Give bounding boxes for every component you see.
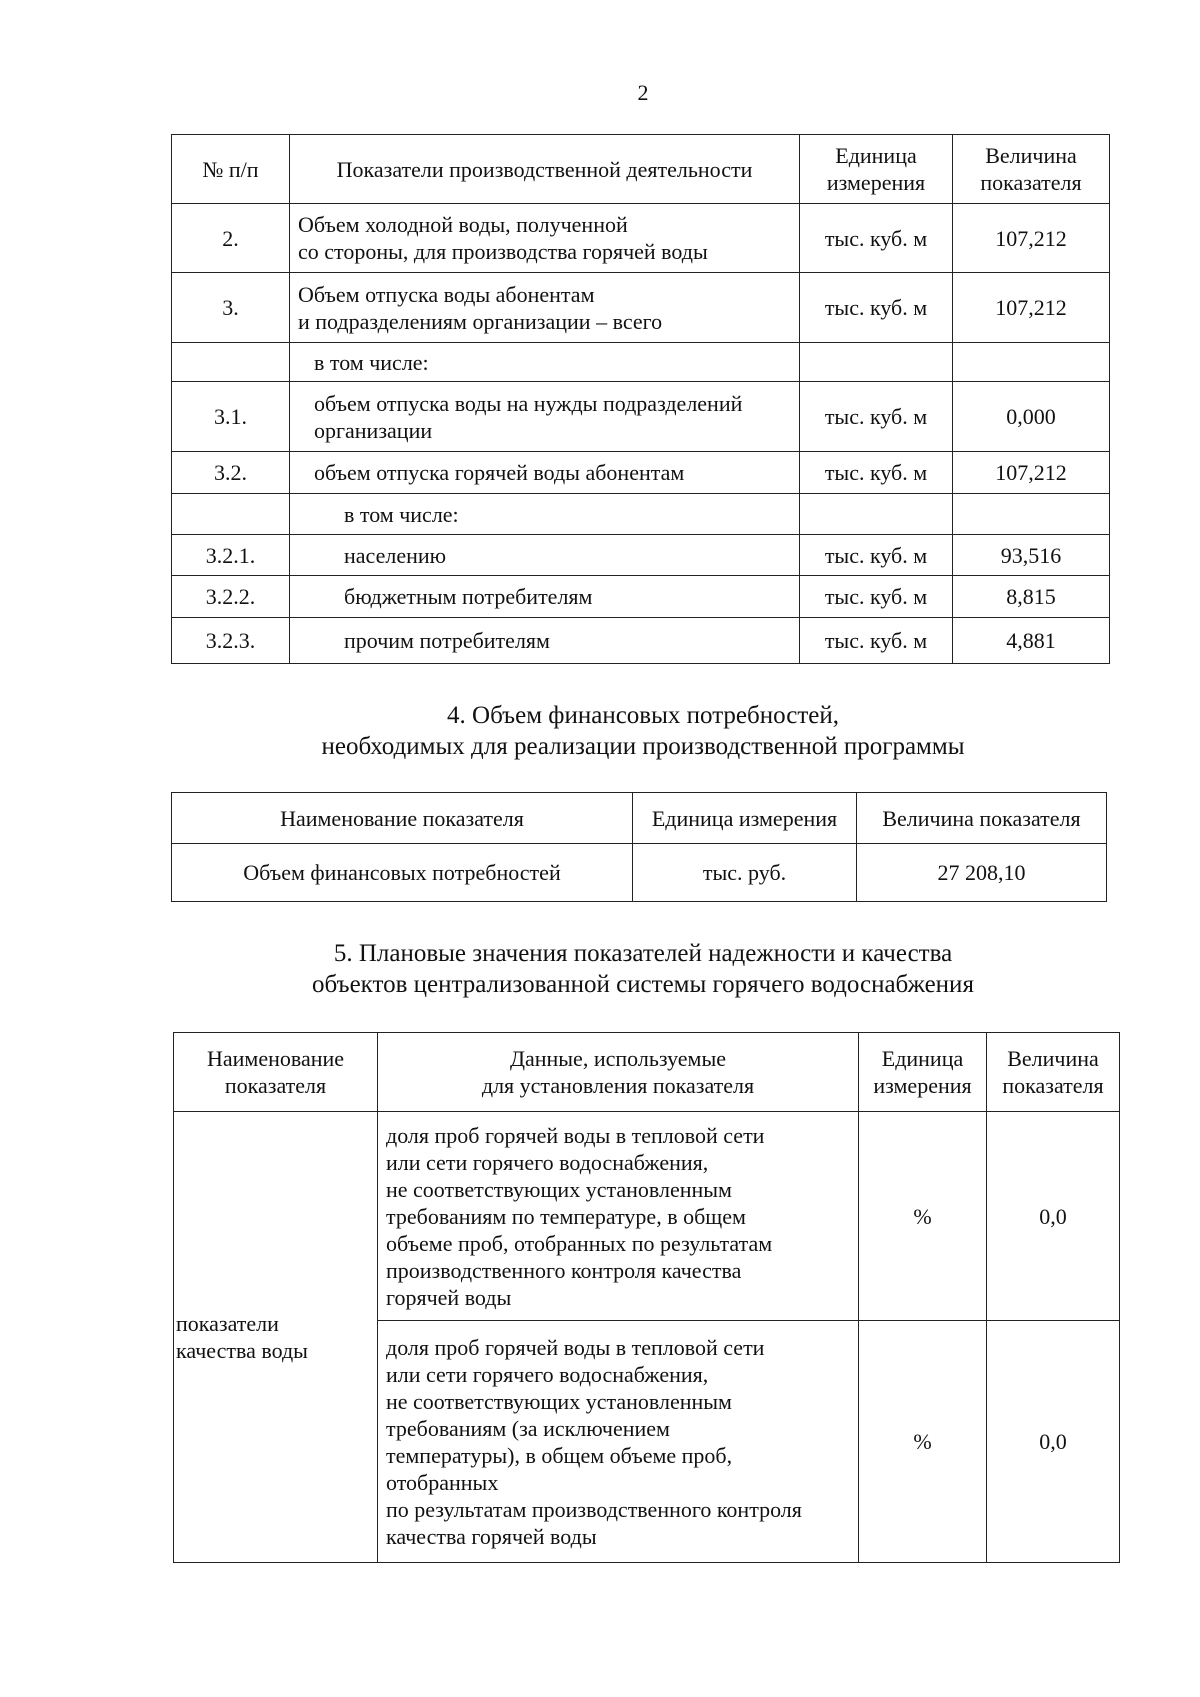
- header-unit: Единица измерения: [800, 135, 953, 204]
- header-value: Величина показателя: [857, 793, 1107, 844]
- section4-title-line2: необходимых для реализации производственной программы: [321, 733, 965, 760]
- row-num: 2.: [172, 204, 290, 273]
- row-indicator: в том числе:: [290, 343, 800, 382]
- page-number: 2: [637, 80, 649, 105]
- header-data: Данные, используемые для установления показателя: [378, 1033, 859, 1112]
- quality-table: [173, 1032, 1120, 1563]
- row-unit: %: [859, 1112, 987, 1321]
- table-row: [172, 382, 1110, 452]
- table-row: [172, 343, 1110, 382]
- row-num: 3.2.2.: [172, 576, 290, 618]
- row-unit: тыс. куб. м: [800, 576, 953, 618]
- header-name: Наименование показателя: [174, 1033, 378, 1112]
- table-row: [172, 452, 1110, 494]
- row-value: 8,815: [953, 576, 1110, 618]
- table-row: [172, 618, 1110, 664]
- row-value: 0,0: [987, 1321, 1120, 1563]
- section4-title-line1: 4. Объем финансовых потребностей,: [447, 702, 839, 729]
- table-row: [172, 204, 1110, 273]
- row-indicator: объем отпуска воды на нужды подразделений организации: [290, 382, 800, 452]
- row-value: [953, 494, 1110, 535]
- row-value: 107,212: [953, 273, 1110, 343]
- row-name: Объем финансовых потребностей: [172, 844, 633, 902]
- group-name: показатели качества воды: [174, 1112, 378, 1563]
- table-header: [174, 1033, 1120, 1112]
- row-unit: тыс. куб. м: [800, 535, 953, 576]
- row-value: 93,516: [953, 535, 1110, 576]
- header-indicator: Показатели производственной деятельности: [290, 135, 800, 204]
- row-indicator: Объем холодной воды, полученной со стороны, для производства горячей воды: [290, 204, 800, 273]
- row-num: [172, 494, 290, 535]
- row-unit: тыс. куб. м: [800, 204, 953, 273]
- table-row: [172, 273, 1110, 343]
- row-indicator: Объем отпуска воды абонентам и подразделениям организации – всего: [290, 273, 800, 343]
- row-unit: тыс. руб.: [633, 844, 857, 902]
- table-row: [174, 1112, 1120, 1321]
- row-unit: тыс. куб. м: [800, 618, 953, 664]
- row-unit: [800, 494, 953, 535]
- row-num: [172, 343, 290, 382]
- row-num: 3.1.: [172, 382, 290, 452]
- row-value: 0,000: [953, 382, 1110, 452]
- table-row: [172, 576, 1110, 618]
- row-unit: тыс. куб. м: [800, 273, 953, 343]
- row-value: 4,881: [953, 618, 1110, 664]
- row-indicator: в том числе:: [290, 494, 800, 535]
- row-unit: тыс. куб. м: [800, 452, 953, 494]
- financial-table: [171, 792, 1107, 902]
- header-value: Величина показателя: [953, 135, 1110, 204]
- row-indicator: населению: [290, 535, 800, 576]
- header-value: Величина показателя: [987, 1033, 1120, 1112]
- row-value: 107,212: [953, 204, 1110, 273]
- table-row: [172, 844, 1107, 902]
- row-value: 27 208,10: [857, 844, 1107, 902]
- row-value: 107,212: [953, 452, 1110, 494]
- row-indicator: объем отпуска горячей воды абонентам: [290, 452, 800, 494]
- table-row: [172, 535, 1110, 576]
- row-unit: тыс. куб. м: [800, 382, 953, 452]
- row-num: 3.: [172, 273, 290, 343]
- row-indicator: прочим потребителям: [290, 618, 800, 664]
- row-data: доля проб горячей воды в тепловой сети или сети горячего водоснабжения, не соответствующих установленным требованиям по температуре, в общем объеме проб, отобранных по результатам производственного контроля качества горячей воды: [378, 1112, 859, 1321]
- table-row: [172, 494, 1110, 535]
- row-num: 3.2.3.: [172, 618, 290, 664]
- header-unit: Единица измерения: [633, 793, 857, 844]
- header-num: № п/п: [172, 135, 290, 204]
- row-indicator: бюджетным потребителям: [290, 576, 800, 618]
- row-data: доля проб горячей воды в тепловой сети или сети горячего водоснабжения, не соответствующих установленным требованиям (за исключением температуры), в общем объеме проб, отобранных по результатам производственного контроля качества горячей воды: [378, 1321, 859, 1563]
- production-table: [171, 134, 1110, 664]
- header-name: Наименование показателя: [172, 793, 633, 844]
- table-header: [172, 135, 1110, 204]
- table-header: [172, 793, 1107, 844]
- row-unit: %: [859, 1321, 987, 1563]
- row-unit: [800, 343, 953, 382]
- row-num: 3.2.: [172, 452, 290, 494]
- row-value: 0,0: [987, 1112, 1120, 1321]
- row-num: 3.2.1.: [172, 535, 290, 576]
- section5-title-line2: объектов централизованной системы горячего водоснабжения: [312, 971, 974, 998]
- header-unit: Единица измерения: [859, 1033, 987, 1112]
- row-value: [953, 343, 1110, 382]
- section5-title-line1: 5. Плановые значения показателей надежности и качества: [333, 940, 953, 967]
